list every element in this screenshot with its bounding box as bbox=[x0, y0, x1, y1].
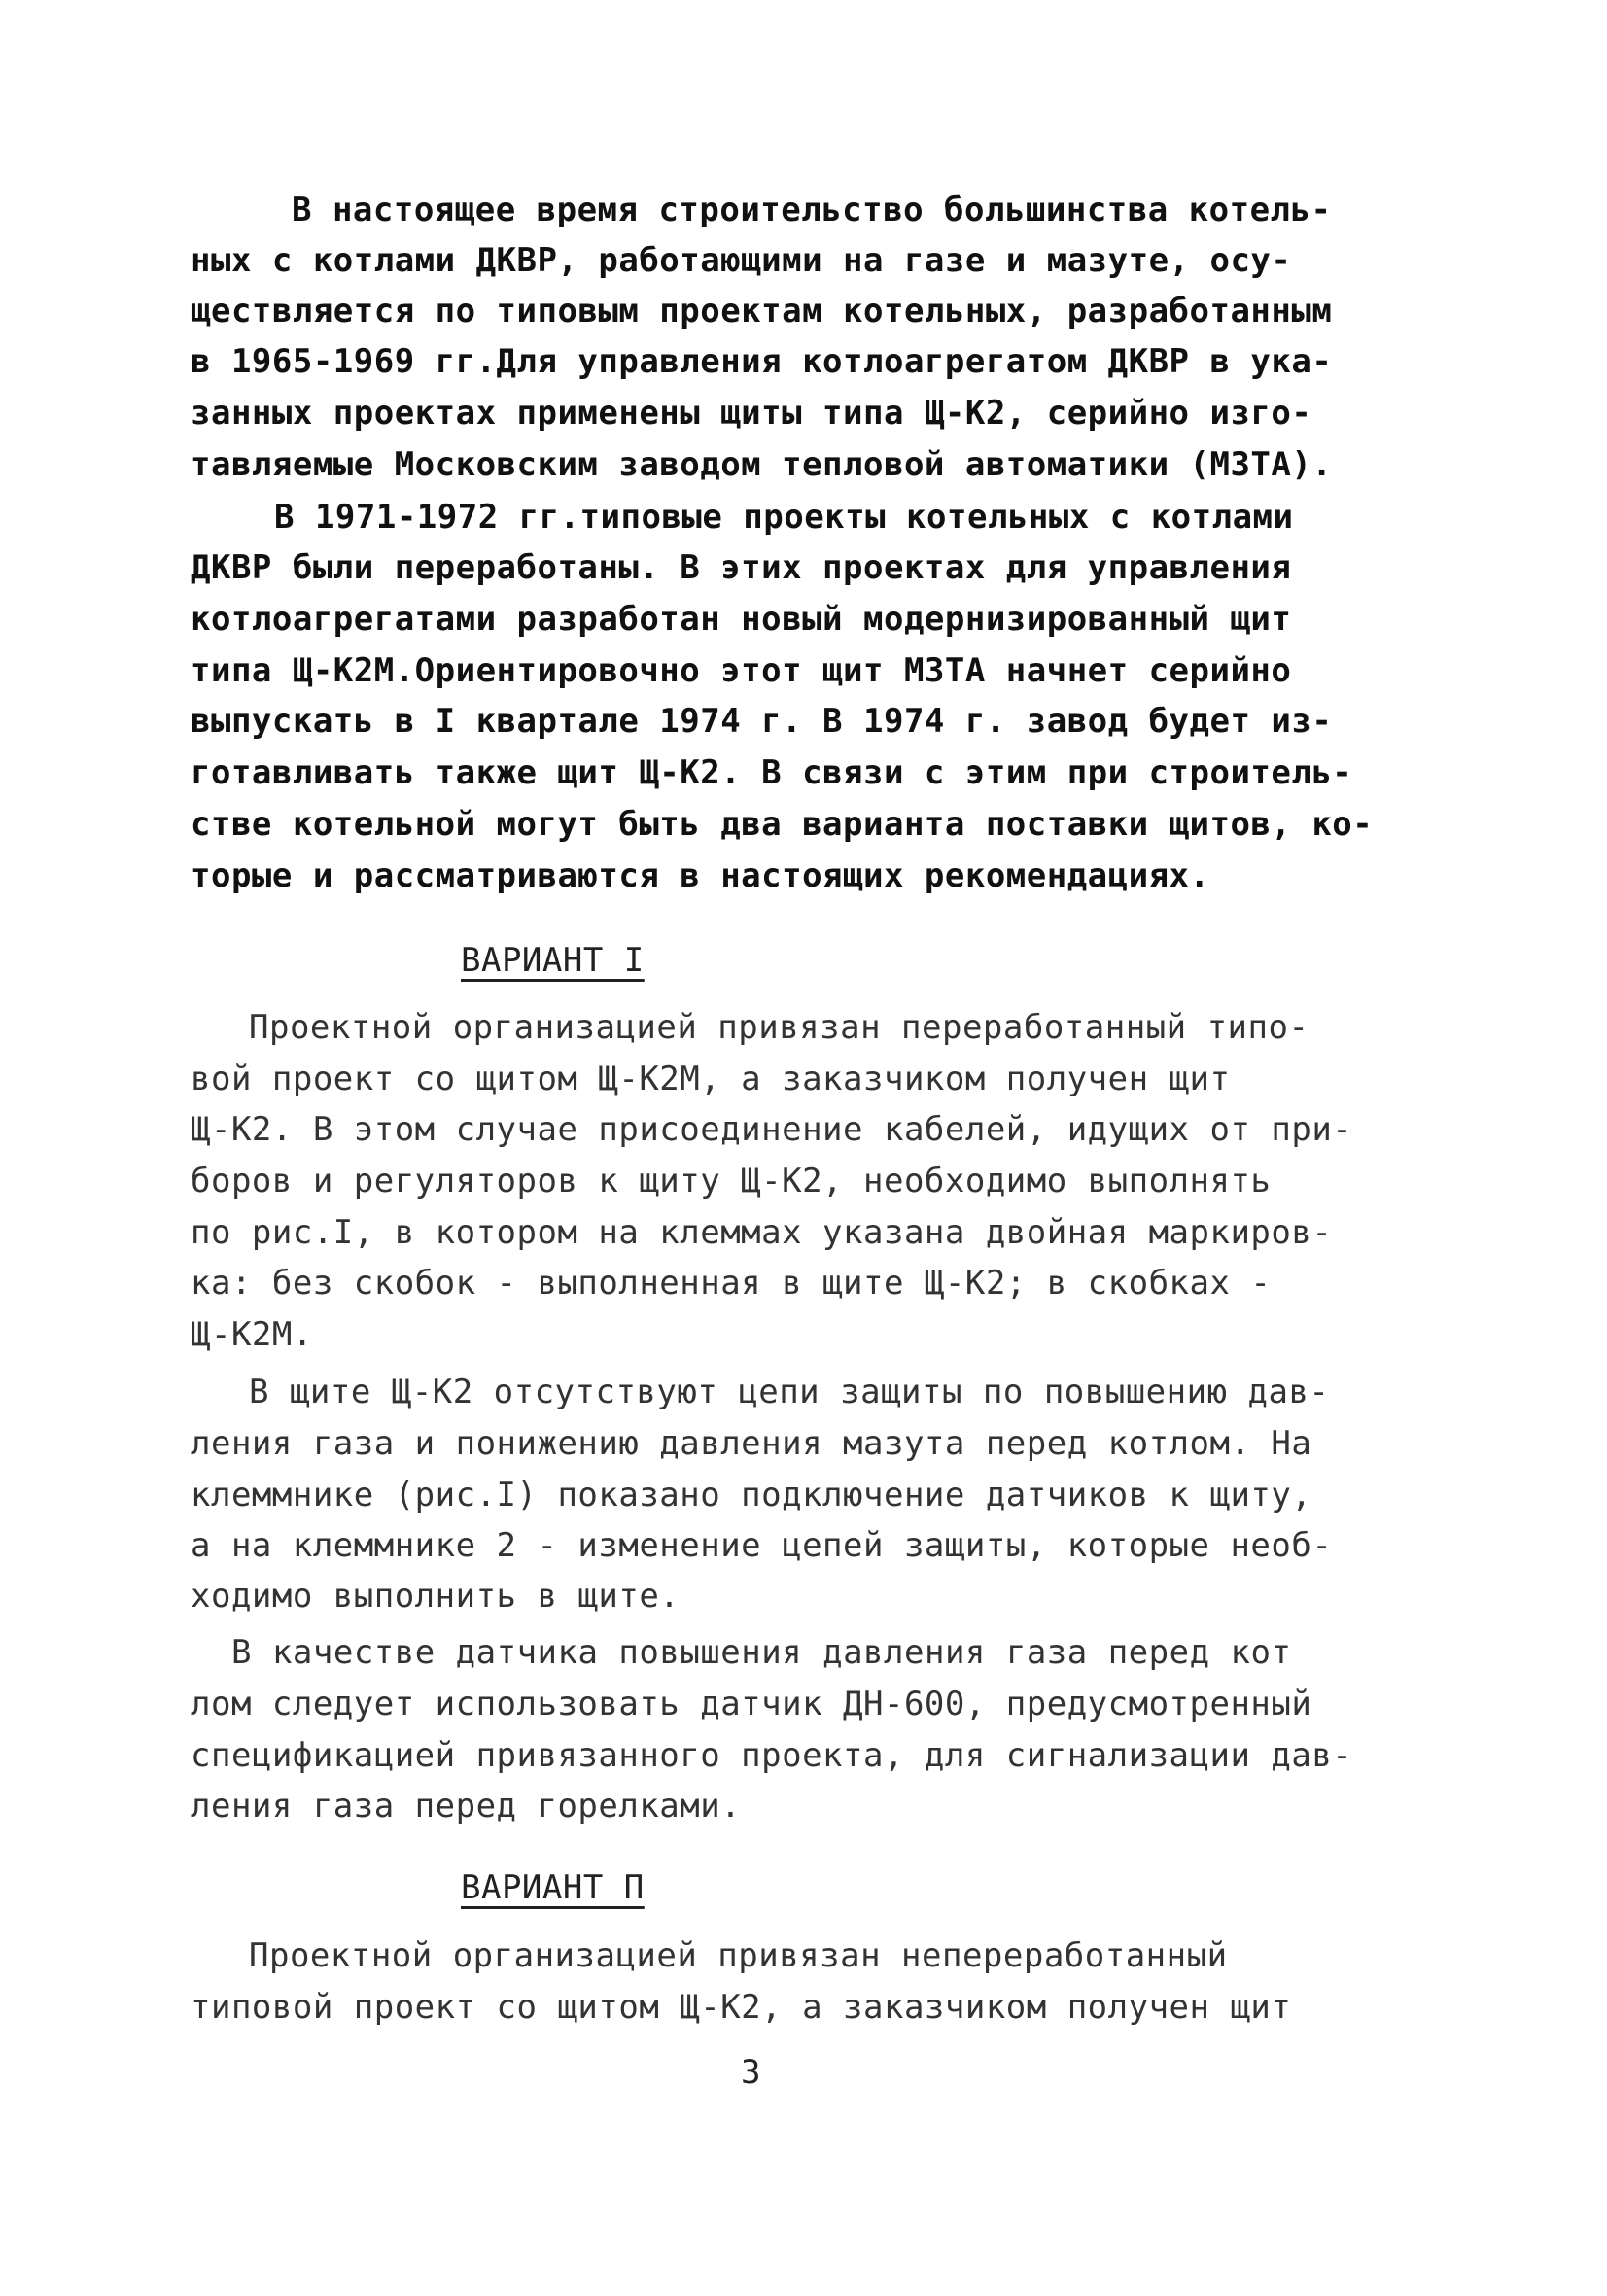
text-line: ных с котлами ДКВР, работающими на газе и мазуте, осу- bbox=[191, 241, 1292, 280]
section-heading-variant-1: ВАРИАНТ I bbox=[461, 941, 645, 980]
text-line: Проектной организацией привязан непереработанный bbox=[249, 1936, 1228, 1975]
text-line: В качестве датчика повышения давления газа перед кот bbox=[231, 1633, 1292, 1672]
text-line: типа Щ-К2М.Ориентировочно этот щит МЗТА начнет серийно bbox=[191, 651, 1292, 690]
section-heading-variant-2: ВАРИАНТ П bbox=[461, 1868, 645, 1907]
text-line: а на клеммнике 2 - изменение цепей защиты, которые необ- bbox=[191, 1526, 1333, 1565]
text-line: ления газа перед горелками. bbox=[191, 1787, 742, 1826]
text-line: Щ-К2М. bbox=[191, 1315, 313, 1354]
text-line: типовой проект со щитом Щ-К2, а заказчиком получен щит bbox=[191, 1988, 1292, 2027]
text-line: ходимо выполнить в щите. bbox=[191, 1577, 681, 1616]
page-number: 3 bbox=[741, 2053, 761, 2092]
text-line: Проектной организацией привязан переработанный типо- bbox=[249, 1008, 1310, 1047]
text-line: выпускать в I квартале 1974 г. В 1974 г. завод будет из- bbox=[191, 702, 1333, 741]
text-line: занных проектах применены щиты типа Щ-К2, серийно изго- bbox=[191, 394, 1312, 433]
text-line: готавливать также щит Щ-К2. В связи с этим при строитель- bbox=[191, 753, 1353, 792]
text-line: клеммнике (рис.I) показано подключение датчиков к щиту, bbox=[191, 1476, 1312, 1514]
text-line: В щите Щ-К2 отсутствуют цепи защиты по повышению дав- bbox=[249, 1373, 1330, 1411]
text-line: стве котельной могут быть два варианта поставки щитов, ко- bbox=[191, 805, 1374, 844]
text-line: ления газа и понижению давления мазута перед котлом. На bbox=[191, 1424, 1312, 1463]
text-line: спецификацией привязанного проекта, для сигнализации дав- bbox=[191, 1736, 1353, 1775]
text-line: ка: без скобок - выполненная в щите Щ-К2; в скобках - bbox=[191, 1264, 1272, 1303]
text-line: боров и регуляторов к щиту Щ-К2, необходимо выполнять bbox=[191, 1162, 1272, 1200]
text-line: в 1965-1969 гг.Для управления котлоагрегатом ДКВР в ука- bbox=[191, 342, 1333, 381]
text-line: котлоагрегатами разработан новый модернизированный щит bbox=[191, 600, 1292, 639]
text-line: ДКВР были переработаны. В этих проектах для управления bbox=[191, 548, 1292, 587]
text-line: Щ-К2. В этом случае присоединение кабелей, идущих от при- bbox=[191, 1110, 1353, 1149]
text-line: вой проект со щитом Щ-К2М, а заказчиком получен щит bbox=[191, 1060, 1231, 1098]
text-line: В 1971-1972 гг.типовые проекты котельных с котлами bbox=[274, 498, 1294, 537]
text-line: В настоящее время строительство большинства котель- bbox=[292, 191, 1332, 229]
text-line: тавляемые Московским заводом тепловой автоматики (МЗТА). bbox=[191, 445, 1333, 484]
text-line: ществляется по типовым проектам котельных, разработанным bbox=[191, 292, 1333, 330]
text-line: лом следует использовать датчик ДН-600, предусмотренный bbox=[191, 1685, 1312, 1723]
text-line: по рис.I, в котором на клеммах указана двойная маркиров- bbox=[191, 1213, 1333, 1252]
text-line: торые и рассматриваются в настоящих рекомендациях. bbox=[191, 856, 1210, 895]
